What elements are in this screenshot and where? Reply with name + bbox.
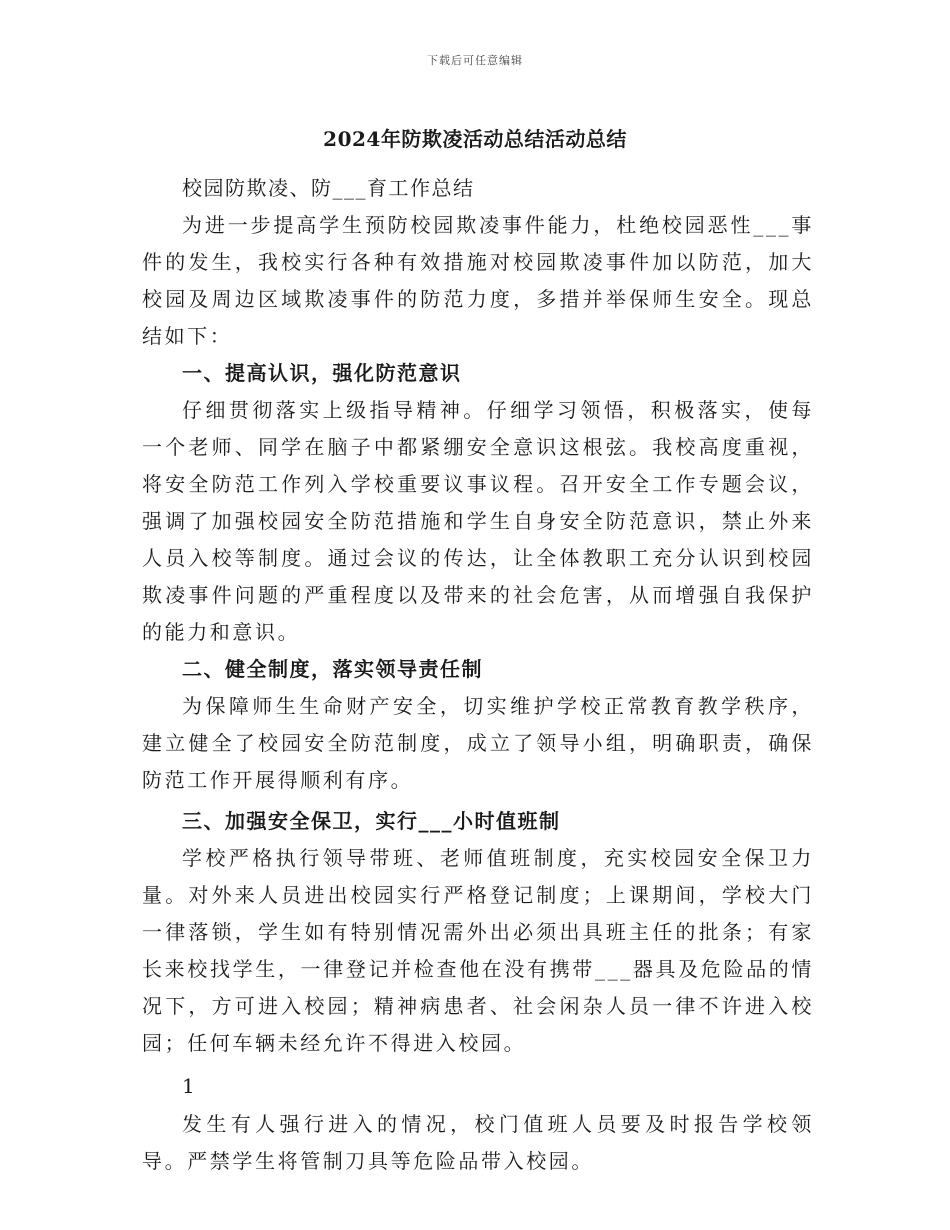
document-body bbox=[142, 170, 814, 1180]
section-2-paragraph: 为保障师生生命财产安全，切实维护学校正常教育教学秩序，建立健全了校园安全防范制度，成立了领导小组，明确职责，确保防范工作开展得顺利有序。 bbox=[142, 694, 814, 792]
section-3-continued-paragraph: 发生有人强行进入的情况，校门值班人员要及时报告学校领导。严禁学生将管制刀具等危险品带入校园。 bbox=[142, 1112, 814, 1173]
header-note: 下载后可任意编辑 bbox=[427, 54, 523, 67]
page-number: 1 bbox=[182, 1074, 195, 1098]
section-3-paragraph: 学校严格执行领导带班、老师值班制度，充实校园安全保卫力量。对外来人员进出校园实行严格登记制度；上课期间，学校大门一律落锁，学生如有特别情况需外出必须出具班主任的批条；有家长来校找学生，一律登记并检查他在没有携带___器具及危险品的情况下，方可进入校园；精神病患者、社会闲杂人员一律不许进入校园；任何车辆未经允许不得进入校园。 bbox=[142, 846, 814, 1055]
document-title: 2024年防欺凌活动总结活动总结 bbox=[323, 127, 627, 151]
section-heading-3: 三、加强安全保卫，实行___小时值班制 bbox=[182, 809, 561, 833]
document-subtitle: 校园防欺凌、防___育工作总结 bbox=[182, 176, 475, 200]
section-1-paragraph: 仔细贯彻落实上级指导精神。仔细学习领悟，积极落实，使每一个老师、同学在脑子中都紧绷安全意识这根弦。我校高度重视，将安全防范工作列入学校重要议事议程。召开安全工作专题会议，强调了加强校园安全防范措施和学生自身安全防范意识，禁止外来人员入校等制度。通过会议的传达，让全体教职工充分认识到校园欺凌事件问题的严重程度以及带来的社会危害，从而增强自我保护的能力和意识。 bbox=[142, 398, 814, 644]
section-heading-2: 二、健全制度，落实领导责任制 bbox=[182, 657, 483, 681]
intro-paragraph: 为进一步提高学生预防校园欺凌事件能力，杜绝校园恶性___事件的发生，我校实行各种有效措施对校园欺凌事件加以防范，加大校园及周边区域欺凌事件的防范力度，多措并举保师生安全。现总结如下： bbox=[142, 213, 814, 348]
section-heading-1: 一、提高认识，强化防范意识 bbox=[182, 361, 462, 385]
